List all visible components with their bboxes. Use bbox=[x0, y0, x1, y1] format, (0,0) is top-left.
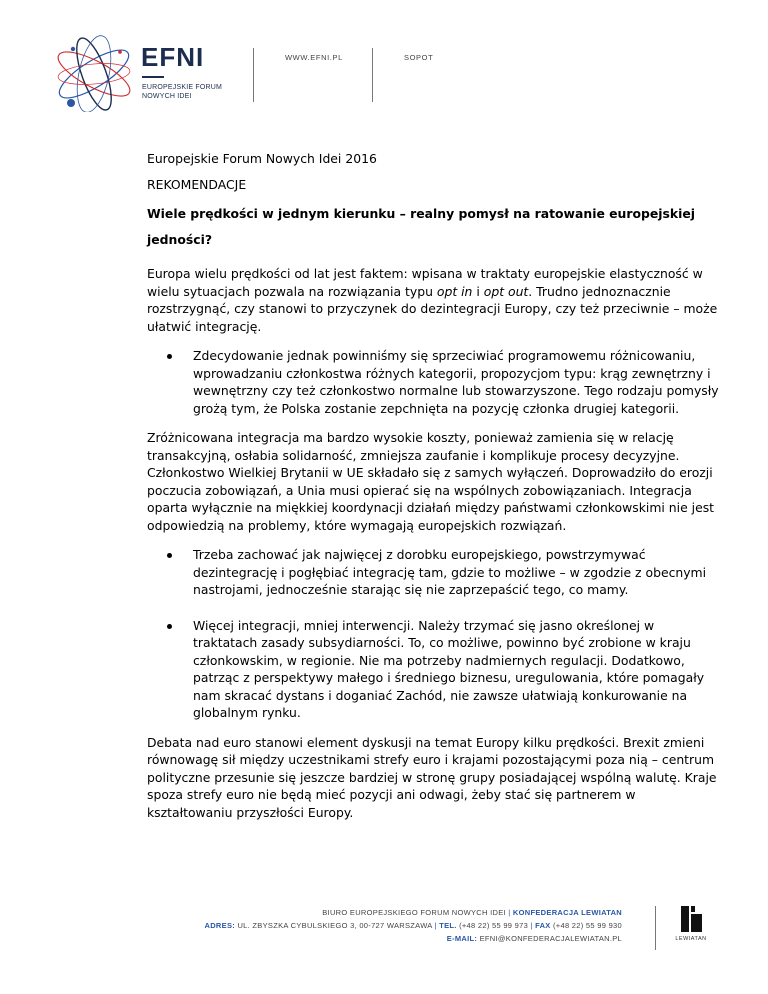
website-link[interactable]: WWW.EFNI.PL bbox=[285, 53, 343, 62]
footer-contact-line bbox=[205, 921, 623, 930]
footer-tel-label: TEL. bbox=[439, 921, 457, 930]
footer-office-line bbox=[322, 908, 622, 917]
list-item bbox=[147, 617, 722, 722]
brand-title: EFNI bbox=[141, 42, 205, 72]
bullet-text: Więcej integracji, mniej interwencji. Należy trzymać się jasno określonej w traktatach zasady subsydiarności. To, co możliwe, powinno być zrobione w kraju członkowskim, w regionie. Nie ma potrzeby nadmiernych regulacji. Dodatkowo, patrząc z perspektywy małego i średniego biznesu, uregulowania, które pomagały nam skracać dystans i doganiać Zachód, nie zawsze ułatwiają konkurowanie na globalnym rynku. bbox=[193, 617, 705, 720]
bullet-text: Trzeba zachować jak najwięcej z dorobku europejskiego, powstrzymywać dezintegrację i pogłębiać integrację tam, gdzie to możliwe – w zgodzie z obecnymi nastrojami, jednocześnie starając się nie zaprzepaścić tego, co mamy. bbox=[193, 547, 707, 597]
brand-subtitle-line2: NOWYCH IDEI bbox=[142, 93, 192, 100]
paragraph-2: Zróżnicowana integracja ma bardzo wysokie koszty, ponieważ zamienia się w relację transakcyjną, osłabia solidarność, zmniejsza zaufanie i komplikuje procesy decyzyjne. Członkostwo Wielkiej Brytanii w UE składało się z samych wyłączeń. Doprowadziło do erozji poczucia zobowiązań, a Unia musi opierać się na wspólnych zobowiązaniach. Integracja oparta wyłącznie na miękkiej koordynacji działań między państwami członkowskimi nie jest odpowiedzią na problemy, które wymagają europejskich rozwiązań. bbox=[147, 430, 715, 533]
bullet-icon bbox=[167, 624, 172, 629]
footer-tel: (+48 22) 55 99 973 bbox=[456, 921, 529, 930]
footer-email-line bbox=[447, 934, 622, 943]
footer-divider bbox=[655, 906, 656, 950]
footer-sep: | bbox=[528, 921, 536, 930]
brand-subtitle bbox=[142, 83, 252, 101]
lewiatan-label: LEWIATAN bbox=[675, 936, 707, 942]
bullet-icon bbox=[167, 553, 172, 558]
document-body bbox=[147, 150, 722, 833]
bullet-list-2 bbox=[147, 546, 722, 722]
footer-address: UL. ZBYSZKA CYBULSKIEGO 3, 00-727 WARSZAWA bbox=[235, 921, 433, 930]
forum-line: Europejskie Forum Nowych Idei 2016 bbox=[147, 151, 377, 166]
footer-address-label: ADRES: bbox=[204, 921, 236, 930]
paragraph-3: Debata nad euro stanowi element dyskusji na temat Europy kilku prędkości. Brexit zmieni równowagę sił między uczestnikami strefy euro i krajami pozostającymi poza nią – centrum polityczne przesunie się jeszcze bardziej w stronę grupy posiadającej wspólną walutę. Kraje spoza strefy euro nie będą mieć pozycji ani odwagi, żeby stać się partnerem w kształtowaniu przyszłości Europy. bbox=[147, 734, 717, 820]
intro-text-1: Europa wielu prędkości od lat jest faktem: wpisana w traktaty europejskie elastyczność w wielu sytuacjach pozwala na rozwiązania typu bbox=[147, 266, 703, 299]
footer-sep: | bbox=[432, 921, 440, 930]
footer-sep: | bbox=[505, 908, 513, 917]
list-item bbox=[147, 546, 722, 599]
section-label: REKOMENDACJE bbox=[147, 176, 247, 192]
brand-subtitle-line1: EUROPEJSKIE FORUM bbox=[142, 84, 223, 91]
lewiatan-logo-icon bbox=[680, 905, 704, 935]
footer-email[interactable]: EFNI@KONFEDERACJALEWIATAN.PL bbox=[477, 934, 622, 943]
page-header bbox=[0, 0, 768, 120]
intro-text-2: . Trudno jednoznacznie rozstrzygnąć, czy stanowi to przyczynek do dezintegracji Europy, czy też przeciwnie – może ułatwić integrację. bbox=[147, 283, 718, 334]
list-item bbox=[147, 347, 722, 417]
brand-rule bbox=[142, 76, 164, 78]
efni-orbit-logo-icon bbox=[50, 32, 140, 112]
bullet-text: Zdecydowanie jednak powinniśmy się sprzeciwiać programowemu różnicowaniu, wprowadzaniu członkostwa różnych kategorii, propozycjom typu: krąg zewnętrzny i wewnętrzny czy też członkostwo normalne lub stowarzyszone. Tego rodzaju pomysły grożą tym, że Polska zostanie zepchnięta na pozycję członka drugiej kategorii. bbox=[193, 348, 719, 416]
footer-confederation: KONFEDERACJA LEWIATAN bbox=[512, 908, 622, 917]
document-title: Wiele prędkości w jednym kierunku – realny pomysł na ratowanie europejskiej jedności? bbox=[147, 206, 696, 247]
bullet-icon bbox=[167, 354, 172, 359]
intro-opt-in: opt in bbox=[436, 283, 473, 299]
intro-paragraph bbox=[147, 265, 722, 335]
footer-fax-label: FAX bbox=[535, 921, 551, 930]
page-footer bbox=[0, 900, 768, 994]
footer-office: BIURO EUROPEJSKIEGO FORUM NOWYCH IDEI bbox=[322, 908, 506, 917]
location-label: SOPOT bbox=[404, 53, 434, 62]
footer-fax: (+48 22) 55 99 930 bbox=[550, 921, 622, 930]
footer-email-label: E-MAIL: bbox=[446, 934, 478, 943]
intro-opt-out: opt out bbox=[483, 283, 529, 299]
bullet-list-1 bbox=[147, 347, 722, 417]
intro-connector: i bbox=[472, 283, 484, 299]
header-divider-1 bbox=[253, 48, 254, 102]
header-divider-2 bbox=[372, 48, 373, 102]
